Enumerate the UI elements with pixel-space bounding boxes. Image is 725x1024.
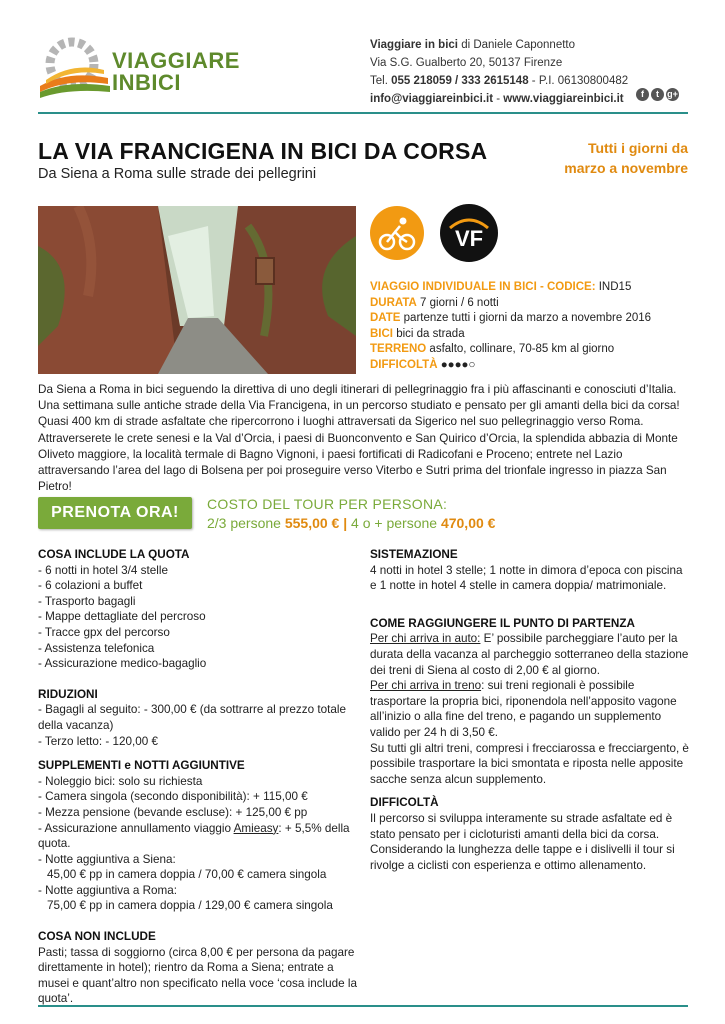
list-item: - Assicurazione medico-bagaglio [38,657,207,671]
difficulty-label: DIFFICOLTÀ [370,358,438,371]
accommodation-text: 4 notti in hotel 3 stelle; 1 notte in dimora d’epoca con piscina e 1 notte in hotel 4 stelle in camera doppia/ matrimoniale. [370,563,683,593]
group1-label: 2/3 persone [207,515,285,531]
terrain-label: TERRENO [370,343,427,356]
price-group1: 555,00 € | [284,515,348,531]
list-item: - Mappe dettagliate del percroso [38,610,206,624]
amieasy-link[interactable]: Amieasy [233,821,279,835]
vf-label: VF [454,226,484,251]
list-item: 75,00 € pp in camera doppia / 129,00 € camera singola [47,899,333,913]
code-label: VIAGGIO INDIVIDUALE IN BICI - CODICE: [370,281,596,293]
dates-highlight [540,138,688,178]
vat-number: - P.I. 06130800482 [528,75,629,87]
terrain-value: asfalto, collinare, 70-85 km al giorno [426,343,615,356]
excludes-text: Pasti; tassa di soggiorno (circa 8,00 € per persona da pagare direttamente in hotel); rientro da Roma a Siena; entrate a musei e quant’altro non specificato nella voce ‘cosa include la quota’. [38,945,357,1006]
price-group2: 470,00 € [440,515,496,531]
list-item: - Trasporto bagagli [38,594,136,608]
phone-number: 055 218059 / 333 2615148 [391,75,529,87]
accommodation-heading: SISTEMAZIONE [370,548,458,561]
facebook-icon[interactable]: f [636,88,649,101]
difficulty-heading: DIFFICOLTÀ [370,796,439,810]
brand-name-line1: VIAGGIARE [112,48,240,73]
tour-photo [38,206,356,374]
page-subtitle: Da Siena a Roma sulle strade dei pellegrini [38,166,317,182]
social-icons [636,84,681,102]
google-plus-icon[interactable]: g+ [667,89,678,99]
dates-line2: marzo a novembre [564,160,688,176]
list-item: - Notte aggiuntiva a Siena: [38,852,176,866]
brand-name-line2: INBICI [112,70,181,95]
list-item: - 6 colazioni a buffet [38,579,143,593]
list-item: - 6 notti in hotel 3/4 stelle [38,563,168,577]
page-title: LA VIA FRANCIGENA IN BICI DA CORSA [38,138,488,164]
code-value: IND15 [595,281,632,293]
separator: - [493,93,504,105]
address: Via S.G. Gualberto 20, 50137 Firenze [370,57,563,69]
email-link[interactable]: info@viaggiareinbici.it [370,93,494,105]
list-item: - Noleggio bici: solo su richiesta [38,774,203,788]
duration-label: DURATA [370,296,417,309]
bike-label: BICI [370,327,393,340]
includes-heading: COSA INCLUDE LA QUOTA [38,548,190,561]
list-item: - Assicurazione annullamento viaggio Amieasy: + 5,5% della quota. [38,821,350,851]
date-label: DATE [370,312,401,325]
via-francigena-icon [440,204,498,262]
excludes-heading: COSA NON INCLUDE [38,930,156,944]
cost-prices [207,515,495,531]
company-name: Viaggiare in bici [370,39,458,51]
website-link[interactable]: www.viaggiareinbici.it [503,93,624,105]
intro-paragraph: Da Siena a Roma in bici seguendo la direttiva di uno degli itinerari di pellegrinaggio fra i più affascinanti e conosciuti d’Italia. Una settimana sulle antiche strade della Via Francigena, in un percorso studiato e pensato per gli amanti della bici da corsa! Quasi 400 km di strade asfaltate che ripercorrono i luoghi attraversati da Sigerico nel suo pellegrinaggio verso Roma. Attraverserete le crete senesi e la Val d’Orcia, i paesi di Buonconvento e San Quirico d’Orcia, la splendida abbazia di Monte Oliveto maggiore, la località termale di Bagno Vignoni, i paesi fortificati di Radicofani e Proceno; entrete nel Lazio attraversando l’area del lago di Bolsena per poi proseguire verso Viterbo e Sutri prima del trionfale ingresso in piazza San Pietro! [38,383,680,494]
difficulty-text: Il percorso si sviluppa interamente su strade asfaltate ed è stato pensato per i cicloturisti amanti della bici da corsa. Considerando la lunghezza delle tappe e i dislivelli il tour si rivolge a ciclisti con esperienza e ottimo allenamento. [370,811,675,872]
trip-info [370,280,651,374]
group2-label: 4 o + persone [347,515,441,531]
cost-heading: COSTO DEL TOUR PER PERSONA: [207,496,448,512]
reach-car: Per chi arriva in auto: E’ possibile parcheggiare l’auto per la durata della vacanza al parcheggio sotterraneo della stazione dei treni di Siena al costo di 2,00 € al giorno. [370,632,689,677]
list-item: 45,00 € pp in camera doppia / 70,00 € camera singola [47,868,327,882]
list-item: - Terzo letto: - 120,00 € [38,734,158,748]
difficulty-rating: ●●●●○ [437,358,476,371]
date-value: partenze tutti i giorni da marzo a novembre 2016 [400,312,652,325]
list-item: - Assistenza telefonica [38,641,155,655]
list-item: - Notte aggiuntiva a Roma: [38,883,178,897]
list-item: - Bagagli al seguito: - 300,00 € (da sottrarre al prezzo totale della vacanza) [38,703,346,732]
list-item: - Camera singola (secondo disponibilità): + 115,00 € [38,790,308,804]
supplements-heading: SUPPLEMENTI e NOTTI AGGIUNTIVE [38,759,245,773]
right-column [370,547,690,873]
reach-train: Per chi arriva in treno: sui treni regionali è possibile trasportare la propria bici, riponendola nell’apposito vagone all’inizio o alla fine del treno, e pagando un supplemento valido per 24 h di 3,50 €. [370,679,677,739]
book-now-button[interactable]: PRENOTA ORA! [38,497,192,529]
left-column [38,547,358,1007]
gear-logo-icon [38,34,118,104]
footer-divider [38,1005,688,1007]
reach-heading: COME RAGGIUNGERE IL PUNTO DI PARTENZA [370,616,635,630]
header-divider [38,112,688,114]
reductions-heading: RIDUZIONI [38,687,98,701]
contact-block [370,36,628,108]
dates-line1: Tutti i giorni da [587,140,688,156]
duration-value: 7 giorni / 6 notti [416,296,499,309]
reach-other: Su tutti gli altri treni, compresi i frecciarossa e frecciargento, è possibile trasportare la bici smontata e riposta nelle apposite sacche senza alcun supplemento. [370,741,689,786]
tel-label: Tel. [370,75,392,87]
twitter-icon[interactable]: t [651,88,664,101]
list-item: - Tracce gpx del percorso [38,625,170,639]
cyclist-icon [370,206,424,260]
list-item: - Mezza pensione (bevande escluse): + 125,00 € pp [38,805,308,819]
bike-value: bici da strada [393,327,465,340]
owner: di Daniele Caponnetto [458,39,575,51]
